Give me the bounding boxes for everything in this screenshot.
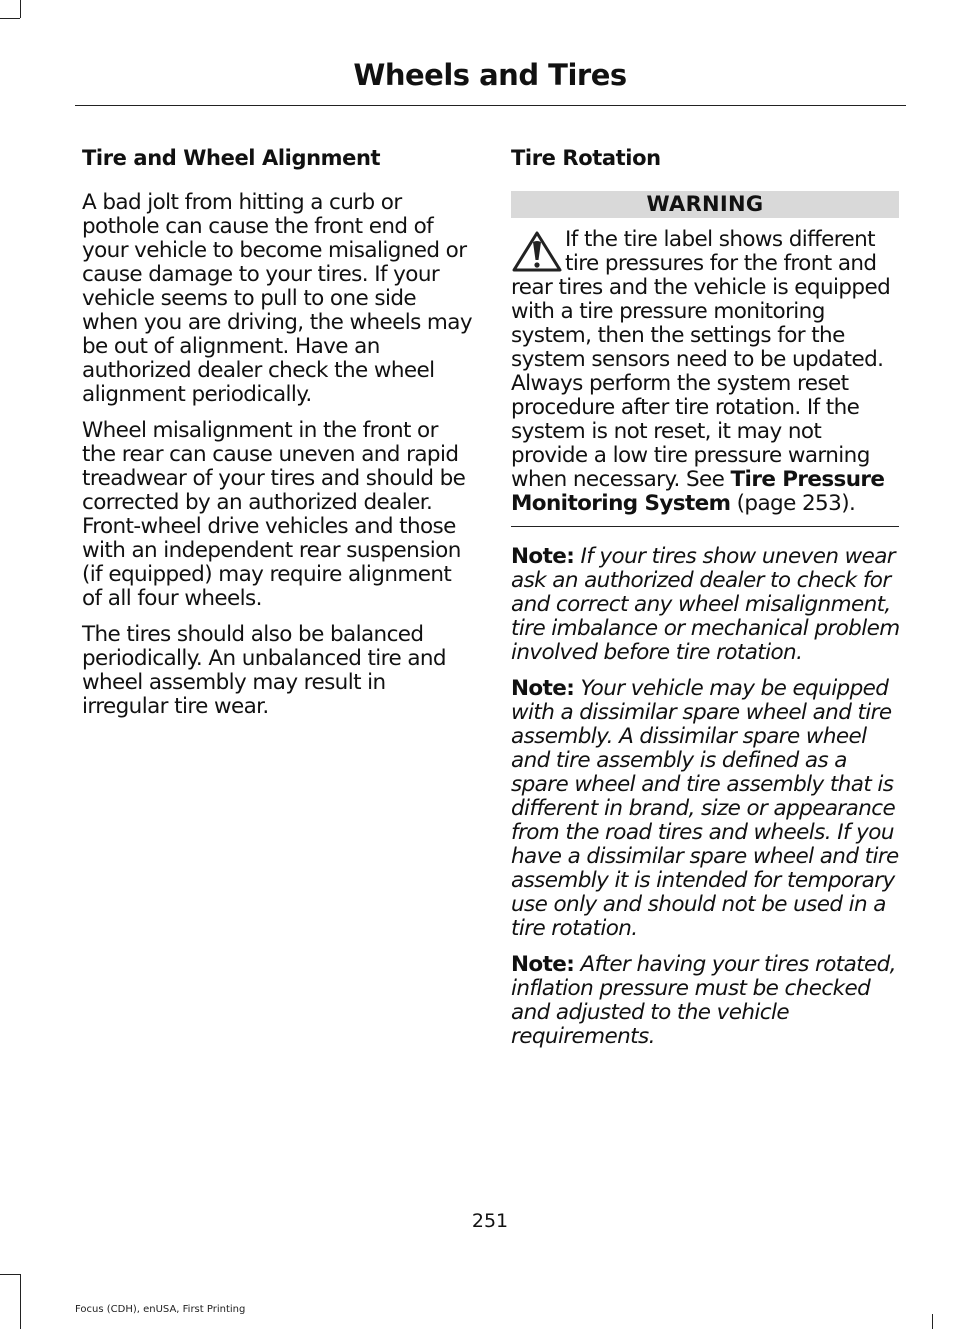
crop-mark — [932, 1314, 933, 1329]
warning-triangle-icon — [511, 230, 563, 274]
note-text: After having your tires rotated, inflation pressure must be checked and adjusted to the vehicle requirements. — [511, 952, 896, 1049]
page-title: Wheels and Tires — [353, 58, 627, 92]
note — [511, 953, 901, 1049]
header-divider — [75, 105, 906, 106]
note — [511, 545, 901, 665]
paragraph: The tires should also be balanced periodically. An unbalanced tire and wheel assembly may result in irregular tire wear. — [82, 622, 446, 719]
crop-mark — [20, 0, 21, 18]
crop-mark — [20, 1274, 21, 1329]
warning-text — [511, 228, 901, 516]
section-heading-rotation: Tire Rotation — [511, 146, 661, 170]
left-column — [82, 142, 472, 731]
crop-mark — [0, 18, 20, 19]
note-label: Note: — [511, 544, 575, 569]
tpms-link[interactable]: Tire Pressure Monitoring System — [511, 467, 885, 516]
section-heading-alignment: Tire and Wheel Alignment — [82, 146, 381, 170]
warning-divider — [511, 526, 899, 527]
paragraph: Wheel misalignment in the front or the rear can cause uneven and rapid treadwear of your tires and should be corrected by an authorized dealer. Front-wheel drive vehicles and those with an independent rear suspension (if equipped) may require alignment of all four wheels. — [82, 418, 466, 611]
warning-body: If the tire label shows different tire pressures for the front and rear tires and the vehicle is equipped with a tire pressure monitoring system, then the settings for the system sensors need to be updated. Always perform the system reset procedure after tire rotation. If the system is not reset, it may not provide a low tire pressure warning when necessary. See — [511, 227, 891, 492]
note-label: Note: — [511, 676, 575, 701]
warning-banner: WARNING — [511, 191, 899, 218]
note-text: Your vehicle may be equipped with a dissimilar spare wheel and tire assembly. A dissimilar spare wheel and tire assembly is defined as a spare wheel and tire assembly that is different in brand, size or appearance from the road tires and wheels. If you have a dissimilar spare wheel and tire assembly it is intended for temporary use only and should not be used in a tire rotation. — [511, 676, 899, 941]
footer-text: Focus (CDH), enUSA, First Printing — [75, 1304, 246, 1315]
note-label: Note: — [511, 952, 575, 977]
note — [511, 677, 901, 941]
note-text: If your tires show uneven wear ask an authorized dealer to check for and correct any wheel misalignment, tire imbalance or mechanical problem involved before tire rotation. — [511, 544, 900, 665]
paragraph: A bad jolt from hitting a curb or pothole can cause the front end of your vehicle to become misaligned or cause damage to your tires. If your vehicle seems to pull to one side when you are driving, the wheels may be out of alignment. Have an authorized dealer check the wheel alignment periodically. — [82, 190, 472, 407]
right-column — [511, 142, 901, 1061]
page-number: 251 — [471, 1210, 509, 1232]
page-reference: (page 253). — [736, 491, 856, 516]
crop-mark — [0, 1274, 20, 1275]
